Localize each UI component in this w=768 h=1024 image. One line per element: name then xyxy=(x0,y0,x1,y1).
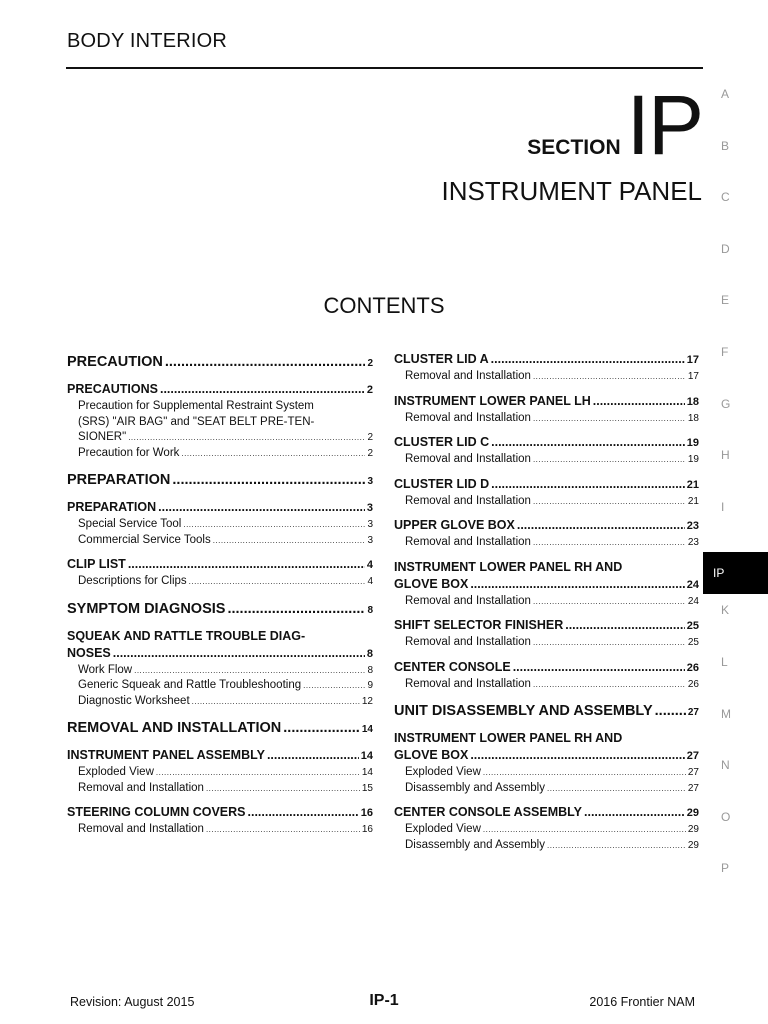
toc-entry-label: CLUSTER LID D xyxy=(394,476,490,491)
dot-leader xyxy=(491,434,685,451)
toc-entry-label: SHIFT SELECTOR FINISHER xyxy=(394,618,564,632)
toc-entry-label: Removal and Installation xyxy=(405,494,531,507)
toc-entry-level-2[interactable] xyxy=(394,393,699,411)
toc-entry-label: Descriptions for Clips xyxy=(78,575,187,587)
dot-leader xyxy=(113,645,365,662)
footer-model: 2016 Frontier NAM xyxy=(589,995,695,1009)
toc-entry-page: 8 xyxy=(367,664,373,676)
toc-entry-page: 21 xyxy=(686,478,699,491)
toc-entry-page: 2 xyxy=(367,358,373,369)
section-index-tab-a[interactable]: A xyxy=(721,87,730,101)
toc-entry-page: 14 xyxy=(360,750,373,762)
toc-entry-page: 24 xyxy=(687,595,699,607)
dot-leader xyxy=(565,617,685,634)
toc-entry-level-3[interactable] xyxy=(67,765,373,781)
section-name: INSTRUMENT PANEL xyxy=(441,176,702,206)
toc-entry-page: 3 xyxy=(366,502,373,514)
toc-entry-label: Removal and Installation xyxy=(405,636,531,648)
toc-entry-level-2[interactable] xyxy=(394,559,699,594)
toc-left-column xyxy=(67,343,373,838)
toc-entry-level-2[interactable] xyxy=(394,517,699,535)
dot-leader xyxy=(593,393,685,410)
toc-entry-label: Removal and Installation xyxy=(405,411,531,424)
toc-entry-page: 25 xyxy=(687,637,699,648)
toc-entry-label: CLUSTER LID C xyxy=(394,435,490,449)
toc-entry-label: PRECAUTION xyxy=(67,354,163,370)
toc-entry-level-3[interactable] xyxy=(67,517,373,533)
toc-entry-level-2[interactable] xyxy=(394,351,699,369)
footer-revision: Revision: August 2015 xyxy=(70,995,195,1009)
dot-leader xyxy=(172,471,365,490)
toc-entry-label: CENTER CONSOLE xyxy=(394,659,511,674)
toc-entry-label: Removal and Installation xyxy=(78,781,204,794)
toc-entry-page: 15 xyxy=(361,782,373,794)
toc-entry-page: 27 xyxy=(687,782,699,794)
toc-entry-page: 3 xyxy=(367,519,373,530)
section-index-tab-c[interactable]: C xyxy=(721,190,730,205)
toc-entry-page: 18 xyxy=(687,412,699,424)
toc-entry-level-3[interactable] xyxy=(394,635,699,651)
toc-entry-page: 17 xyxy=(686,354,699,366)
dot-leader xyxy=(165,353,366,372)
dot-leader xyxy=(533,535,686,551)
toc-entry-level-3[interactable] xyxy=(394,452,699,468)
dot-leader xyxy=(267,747,359,764)
toc-entry-level-3[interactable] xyxy=(394,494,699,510)
toc-entry-level-3[interactable] xyxy=(67,663,373,679)
toc-entry-level-2[interactable] xyxy=(394,804,699,822)
toc-entry-level-3[interactable] xyxy=(67,678,373,694)
toc-entry-page: 14 xyxy=(361,767,373,778)
toc-entry-label-line: SQUEAK AND RATTLE TROUBLE DIAG- xyxy=(67,628,306,643)
toc-entry-label-line: Precaution for Supplemental Restraint System xyxy=(78,400,314,412)
toc-entry-label: Removal and Installation xyxy=(405,594,531,607)
toc-entry-page: 26 xyxy=(686,661,699,674)
toc-entry-label: INSTRUMENT PANEL ASSEMBLY xyxy=(67,748,265,762)
dot-leader xyxy=(158,499,365,516)
toc-entry-page: 16 xyxy=(360,807,373,819)
toc-entry-label: Generic Squeak and Rattle Troubleshooting xyxy=(78,679,302,691)
toc-entry-level-2[interactable] xyxy=(394,617,699,635)
toc-entry-level-2[interactable] xyxy=(67,804,373,822)
toc-entry-level-2[interactable] xyxy=(67,747,373,765)
header-divider xyxy=(66,67,703,69)
toc-entry-level-3[interactable] xyxy=(67,533,373,549)
dot-leader xyxy=(189,574,366,590)
toc-entry-level-2[interactable] xyxy=(67,556,373,574)
toc-entry-label: Exploded View xyxy=(405,823,481,835)
toc-entry-level-1[interactable] xyxy=(67,719,373,739)
dot-leader xyxy=(655,702,686,721)
toc-entry-label: Diagnostic Worksheet xyxy=(78,694,190,707)
dot-leader xyxy=(213,533,366,549)
toc-entry-page: 4 xyxy=(367,576,373,587)
toc-entry-level-2[interactable] xyxy=(67,499,373,517)
toc-entry-page: 19 xyxy=(687,454,699,465)
toc-entry-label: Precaution for Work xyxy=(78,446,180,459)
dot-leader xyxy=(160,381,365,398)
section-index-tab-n[interactable]: N xyxy=(721,758,730,773)
section-index-tab-d[interactable]: D xyxy=(721,241,730,256)
toc-entry-label-line: INSTRUMENT LOWER PANEL RH AND xyxy=(394,731,623,745)
toc-entry-label: Exploded View xyxy=(405,766,481,778)
toc-entry-level-1[interactable] xyxy=(394,702,699,722)
toc-entry-label-line: GLOVE BOX xyxy=(394,576,469,591)
toc-entry-page: 29 xyxy=(687,839,699,851)
section-index-tab-m[interactable]: M xyxy=(721,706,731,721)
section-index-tab-i[interactable]: I xyxy=(721,499,725,514)
section-label: SECTION xyxy=(527,136,621,159)
toc-entry-page: 2 xyxy=(366,384,373,396)
toc-entry-level-3[interactable] xyxy=(394,594,699,610)
toc-entry-level-2[interactable] xyxy=(394,659,699,677)
toc-entry-label-line: NOSES xyxy=(67,645,111,660)
toc-entry-level-1[interactable] xyxy=(67,600,373,620)
toc-entry-page: 21 xyxy=(687,495,699,507)
toc-entry-label: CENTER CONSOLE ASSEMBLY xyxy=(394,805,582,819)
dot-leader xyxy=(248,804,359,821)
section-index-tab-o[interactable]: O xyxy=(721,809,731,824)
toc-entry-label: Work Flow xyxy=(78,663,133,676)
dot-leader xyxy=(183,517,365,533)
toc-entry-page: 9 xyxy=(367,680,373,691)
toc-entry-page: 3 xyxy=(367,476,373,487)
toc-entry-page: 29 xyxy=(686,807,699,819)
toc-entry-page: 16 xyxy=(361,824,373,835)
section-index-tab-g[interactable]: G xyxy=(721,396,731,411)
toc-entry-label-line: GLOVE BOX xyxy=(394,748,469,762)
toc-entry-page: 12 xyxy=(361,695,373,707)
toc-entry-level-3[interactable] xyxy=(394,411,699,427)
toc-entry-level-2[interactable] xyxy=(67,628,373,663)
dot-leader xyxy=(470,576,684,593)
dot-leader xyxy=(517,517,685,534)
toc-entry-page: 8 xyxy=(367,604,373,616)
dot-leader xyxy=(491,351,685,368)
section-index-tab-ip[interactable]: IP xyxy=(703,552,768,594)
toc-entry-label: Removal and Installation xyxy=(405,370,531,382)
toc-entry-label: PREPARATION xyxy=(67,500,157,514)
section-index-tab-p[interactable]: P xyxy=(721,861,730,876)
toc-entry-level-3[interactable] xyxy=(394,765,699,781)
dot-leader xyxy=(533,369,686,385)
section-index-tab-b[interactable]: B xyxy=(721,138,730,153)
dot-leader xyxy=(206,781,360,797)
toc-entry-label: Disassembly and Assembly xyxy=(405,838,545,851)
toc-entry-page: 17 xyxy=(687,371,699,382)
toc-entry-level-3[interactable] xyxy=(67,694,373,710)
dot-leader xyxy=(206,822,360,838)
toc-entry-level-2[interactable] xyxy=(394,476,699,494)
dot-leader xyxy=(192,694,360,710)
dot-leader xyxy=(134,663,365,679)
section-index-tab-h[interactable]: H xyxy=(721,448,730,463)
toc-entry-label: Exploded View xyxy=(78,766,154,778)
toc-entry-level-3[interactable] xyxy=(394,781,699,797)
toc-entry-label: CLIP LIST xyxy=(67,557,126,571)
dot-leader xyxy=(513,659,685,676)
toc-entry-page: 27 xyxy=(687,767,699,778)
dot-leader xyxy=(533,635,686,651)
header-title: BODY INTERIOR xyxy=(67,30,228,52)
section-index-tabs xyxy=(703,84,768,910)
toc-entry-label: UNIT DISASSEMBLY AND ASSEMBLY xyxy=(394,703,653,719)
toc-right-column xyxy=(394,343,699,853)
toc-entry-label: UPPER GLOVE BOX xyxy=(394,518,515,532)
toc-entry-level-3[interactable] xyxy=(67,399,373,446)
dot-leader xyxy=(533,677,686,693)
toc-entry-label: Removal and Installation xyxy=(405,677,531,690)
toc-entry-page: 18 xyxy=(686,395,699,408)
toc-entry-label: Disassembly and Assembly xyxy=(405,781,545,794)
toc-entry-level-3[interactable] xyxy=(394,369,699,385)
toc-entry-level-1[interactable] xyxy=(67,471,373,491)
toc-entry-level-3[interactable] xyxy=(394,838,699,854)
toc-entry-page: 23 xyxy=(687,537,699,548)
toc-entry-level-3[interactable] xyxy=(67,822,373,838)
toc-entry-label: Removal and Installation xyxy=(405,453,531,465)
toc-entry-level-1[interactable] xyxy=(67,353,373,373)
toc-entry-level-3[interactable] xyxy=(67,446,373,462)
toc-entry-level-2[interactable] xyxy=(394,434,699,452)
dot-leader xyxy=(584,804,685,821)
toc-entry-label: CLUSTER LID A xyxy=(394,352,489,366)
toc-entry-page: 2 xyxy=(367,432,373,443)
dot-leader xyxy=(533,452,686,468)
toc-entry-page: 29 xyxy=(687,824,699,835)
toc-entry-page: 25 xyxy=(686,620,699,632)
dot-leader xyxy=(547,781,686,797)
section-index-tab-l[interactable]: L xyxy=(721,654,728,669)
contents-title: CONTENTS xyxy=(323,293,445,318)
toc-entry-label: Commercial Service Tools xyxy=(78,533,211,546)
dot-leader xyxy=(533,494,686,510)
toc-entry-label: REMOVAL AND INSTALLATION xyxy=(67,720,282,736)
toc-entry-page: 4 xyxy=(366,559,373,571)
footer-page-id: IP-1 xyxy=(369,992,399,1009)
toc-entry-level-3[interactable] xyxy=(394,677,699,693)
dot-leader xyxy=(533,594,686,610)
toc-entry-page: 3 xyxy=(367,534,373,546)
toc-entry-label-line: SIONER" xyxy=(78,431,127,443)
toc-entry-page: 24 xyxy=(686,578,699,591)
toc-entry-label: SYMPTOM DIAGNOSIS xyxy=(67,600,226,617)
toc-entry-label: STEERING COLUMN COVERS xyxy=(67,805,246,819)
toc-entry-label-line: INSTRUMENT LOWER PANEL RH AND xyxy=(394,559,623,574)
dot-leader xyxy=(483,822,686,838)
toc-entry-label: INSTRUMENT LOWER PANEL LH xyxy=(394,393,591,408)
dot-leader xyxy=(533,411,686,427)
dot-leader xyxy=(491,476,685,493)
toc-entry-level-3[interactable] xyxy=(394,535,699,551)
toc-entry-page: 2 xyxy=(367,447,373,459)
dot-leader xyxy=(470,747,684,764)
dot-leader xyxy=(128,430,365,446)
toc-entry-level-2[interactable] xyxy=(394,730,699,765)
toc-entry-level-3[interactable] xyxy=(67,574,373,590)
dot-leader xyxy=(156,765,360,781)
section-index-tab-e[interactable]: E xyxy=(721,293,730,308)
toc-entry-page: 19 xyxy=(686,437,699,449)
dot-leader xyxy=(303,678,365,694)
toc-entry-label: Special Service Tool xyxy=(78,518,182,530)
dot-leader xyxy=(483,765,686,781)
toc-entry-label-line: (SRS) "AIR BAG" and "SEAT BELT PRE-TEN- xyxy=(78,415,315,428)
dot-leader xyxy=(181,446,365,462)
toc-entry-page: 14 xyxy=(361,724,373,735)
toc-entry-page: 8 xyxy=(366,647,373,660)
toc-entry-label: Removal and Installation xyxy=(405,536,531,548)
toc-entry-label: Removal and Installation xyxy=(78,823,204,835)
section-code: IP xyxy=(626,78,702,172)
toc-entry-page: 26 xyxy=(687,678,699,690)
dot-leader xyxy=(128,556,365,573)
toc-entry-level-3[interactable] xyxy=(67,781,373,797)
section-index-tab-f[interactable]: F xyxy=(721,344,729,359)
dot-leader xyxy=(227,600,365,619)
toc-entry-page: 27 xyxy=(686,750,699,762)
toc-entry-level-2[interactable] xyxy=(67,381,373,399)
dot-leader xyxy=(547,838,686,854)
toc-entry-page: 23 xyxy=(686,520,699,532)
toc-entry-label: PRECAUTIONS xyxy=(67,382,158,396)
toc-entry-level-3[interactable] xyxy=(394,822,699,838)
toc-entry-label: PREPARATION xyxy=(67,472,171,488)
dot-leader xyxy=(283,719,360,738)
section-heading xyxy=(527,80,702,170)
toc-entry-page: 27 xyxy=(687,707,699,718)
section-index-tab-k[interactable]: K xyxy=(721,603,730,618)
